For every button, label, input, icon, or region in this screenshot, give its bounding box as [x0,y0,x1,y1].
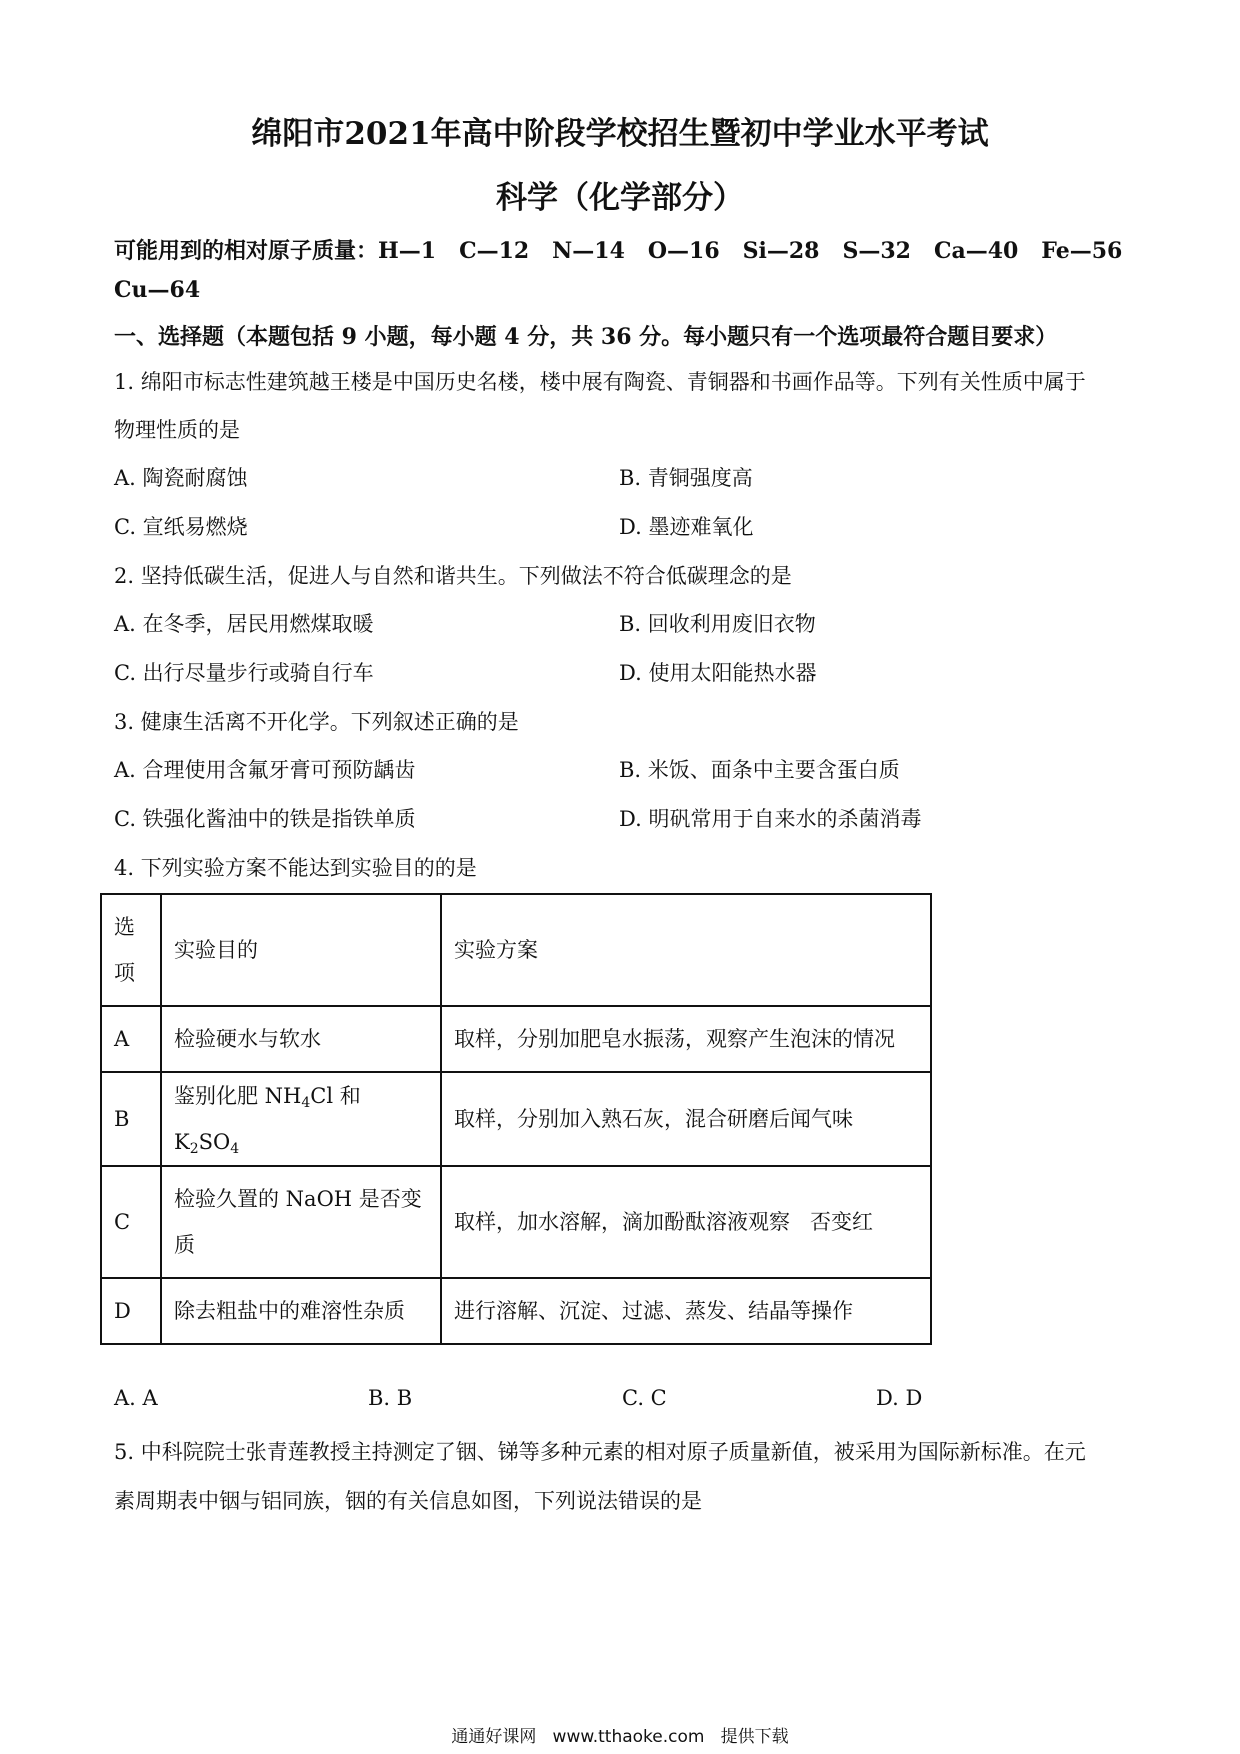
table-row [101,1278,931,1344]
q4-answer-c: C. C [622,1386,667,1410]
table-row [101,1006,931,1072]
exam-subtitle: 科学（化学部分） [496,180,744,216]
q2-option-a: A. 在冬季，居民用燃煤取暖 [114,612,374,636]
q1-option-c: C. 宣纸易燃烧 [114,515,248,539]
q1-option-b: B. 青铜强度高 [619,466,753,490]
row-purpose: 检验硬水与软水 [161,1006,441,1072]
q3-option-a: A. 合理使用含氟牙膏可预防龋齿 [114,758,416,782]
q2-option-c: C. 出行尽量步行或骑自行车 [114,661,374,685]
atomic-masses-line2: Cu—64 [114,277,201,303]
row-option: D [101,1278,161,1344]
table-row [101,1072,931,1166]
atomic-masses-line1: 可能用到的相对原子质量：H—1 C—12 N—14 O—16 Si—28 S—32 Ca—40 Fe—56 [114,238,1123,264]
row-plan: 进行溶解、沉淀、过滤、蒸发、结晶等操作 [441,1278,931,1344]
q3-option-b: B. 米饭、面条中主要含蛋白质 [619,758,900,782]
q4-answer-b: B. B [368,1386,413,1410]
experiment-table [100,893,932,1345]
row-purpose: 除去粗盐中的难溶性杂质 [161,1278,441,1344]
row-option: B [101,1072,161,1166]
q2-option-d: D. 使用太阳能热水器 [619,661,817,685]
q1-stem-line2: 物理性质的是 [114,418,240,442]
header-plan-cell: 实验方案 [441,894,931,1006]
q5-stem-line2: 素周期表中铟与铝同族，铟的有关信息如图，下列说法错误的是 [114,1489,702,1513]
q2-option-b: B. 回收利用废旧衣物 [619,612,816,636]
table-header-row [101,894,931,1006]
footer-text: 通通好课网 www.tthaoke.com 提供下载 [451,1727,789,1747]
q4-answer-a: A. A [114,1386,158,1410]
q5-stem-line1: 5. 中科院院士张青莲教授主持测定了铟、锑等多种元素的相对原子质量新值，被采用为国际新标准。在元 [114,1440,1086,1464]
q4-stem: 4. 下列实验方案不能达到实验目的的是 [114,856,477,880]
row-purpose: 检验久置的 NaOH 是否变 质 [161,1166,441,1278]
q4-answer-d: D. D [876,1386,923,1410]
header-option-cell: 选 项 [101,894,161,1006]
q1-option-a: A. 陶瓷耐腐蚀 [114,466,248,490]
table-row [101,1166,931,1278]
row-option: C [101,1166,161,1278]
row-plan: 取样，分别加入熟石灰，混合研磨后闻气味 [441,1072,931,1166]
q3-option-c: C. 铁强化酱油中的铁是指铁单质 [114,807,416,831]
q2-stem: 2. 坚持低碳生活，促进人与自然和谐共生。下列做法不符合低碳理念的是 [114,564,792,588]
q3-stem: 3. 健康生活离不开化学。下列叙述正确的是 [114,710,519,734]
q1-option-d: D. 墨迹难氧化 [619,515,754,539]
row-plan: 取样，加水溶解，滴加酚酞溶液观察 否变红 [441,1166,931,1278]
header-purpose-cell: 实验目的 [161,894,441,1006]
section-heading: 一、选择题（本题包括 9 小题，每小题 4 分，共 36 分。每小题只有一个选项最符合题目要求） [114,324,1058,350]
row-plan: 取样，分别加肥皂水振荡，观察产生泡沫的情况 [441,1006,931,1072]
row-option: A [101,1006,161,1072]
row-purpose: 鉴别化肥 $NH_4Cl$ 和 $K_2SO_4$ [161,1072,441,1166]
q3-option-d: D. 明矾常用于自来水的杀菌消毒 [619,807,922,831]
exam-title: 绵阳市2021年高中阶段学校招生暨初中学业水平考试 [251,116,989,152]
q1-stem-line1: 1. 绵阳市标志性建筑越王楼是中国历史名楼，楼中展有陶瓷、青铜器和书画作品等。下列有关性质中属于 [114,370,1086,394]
